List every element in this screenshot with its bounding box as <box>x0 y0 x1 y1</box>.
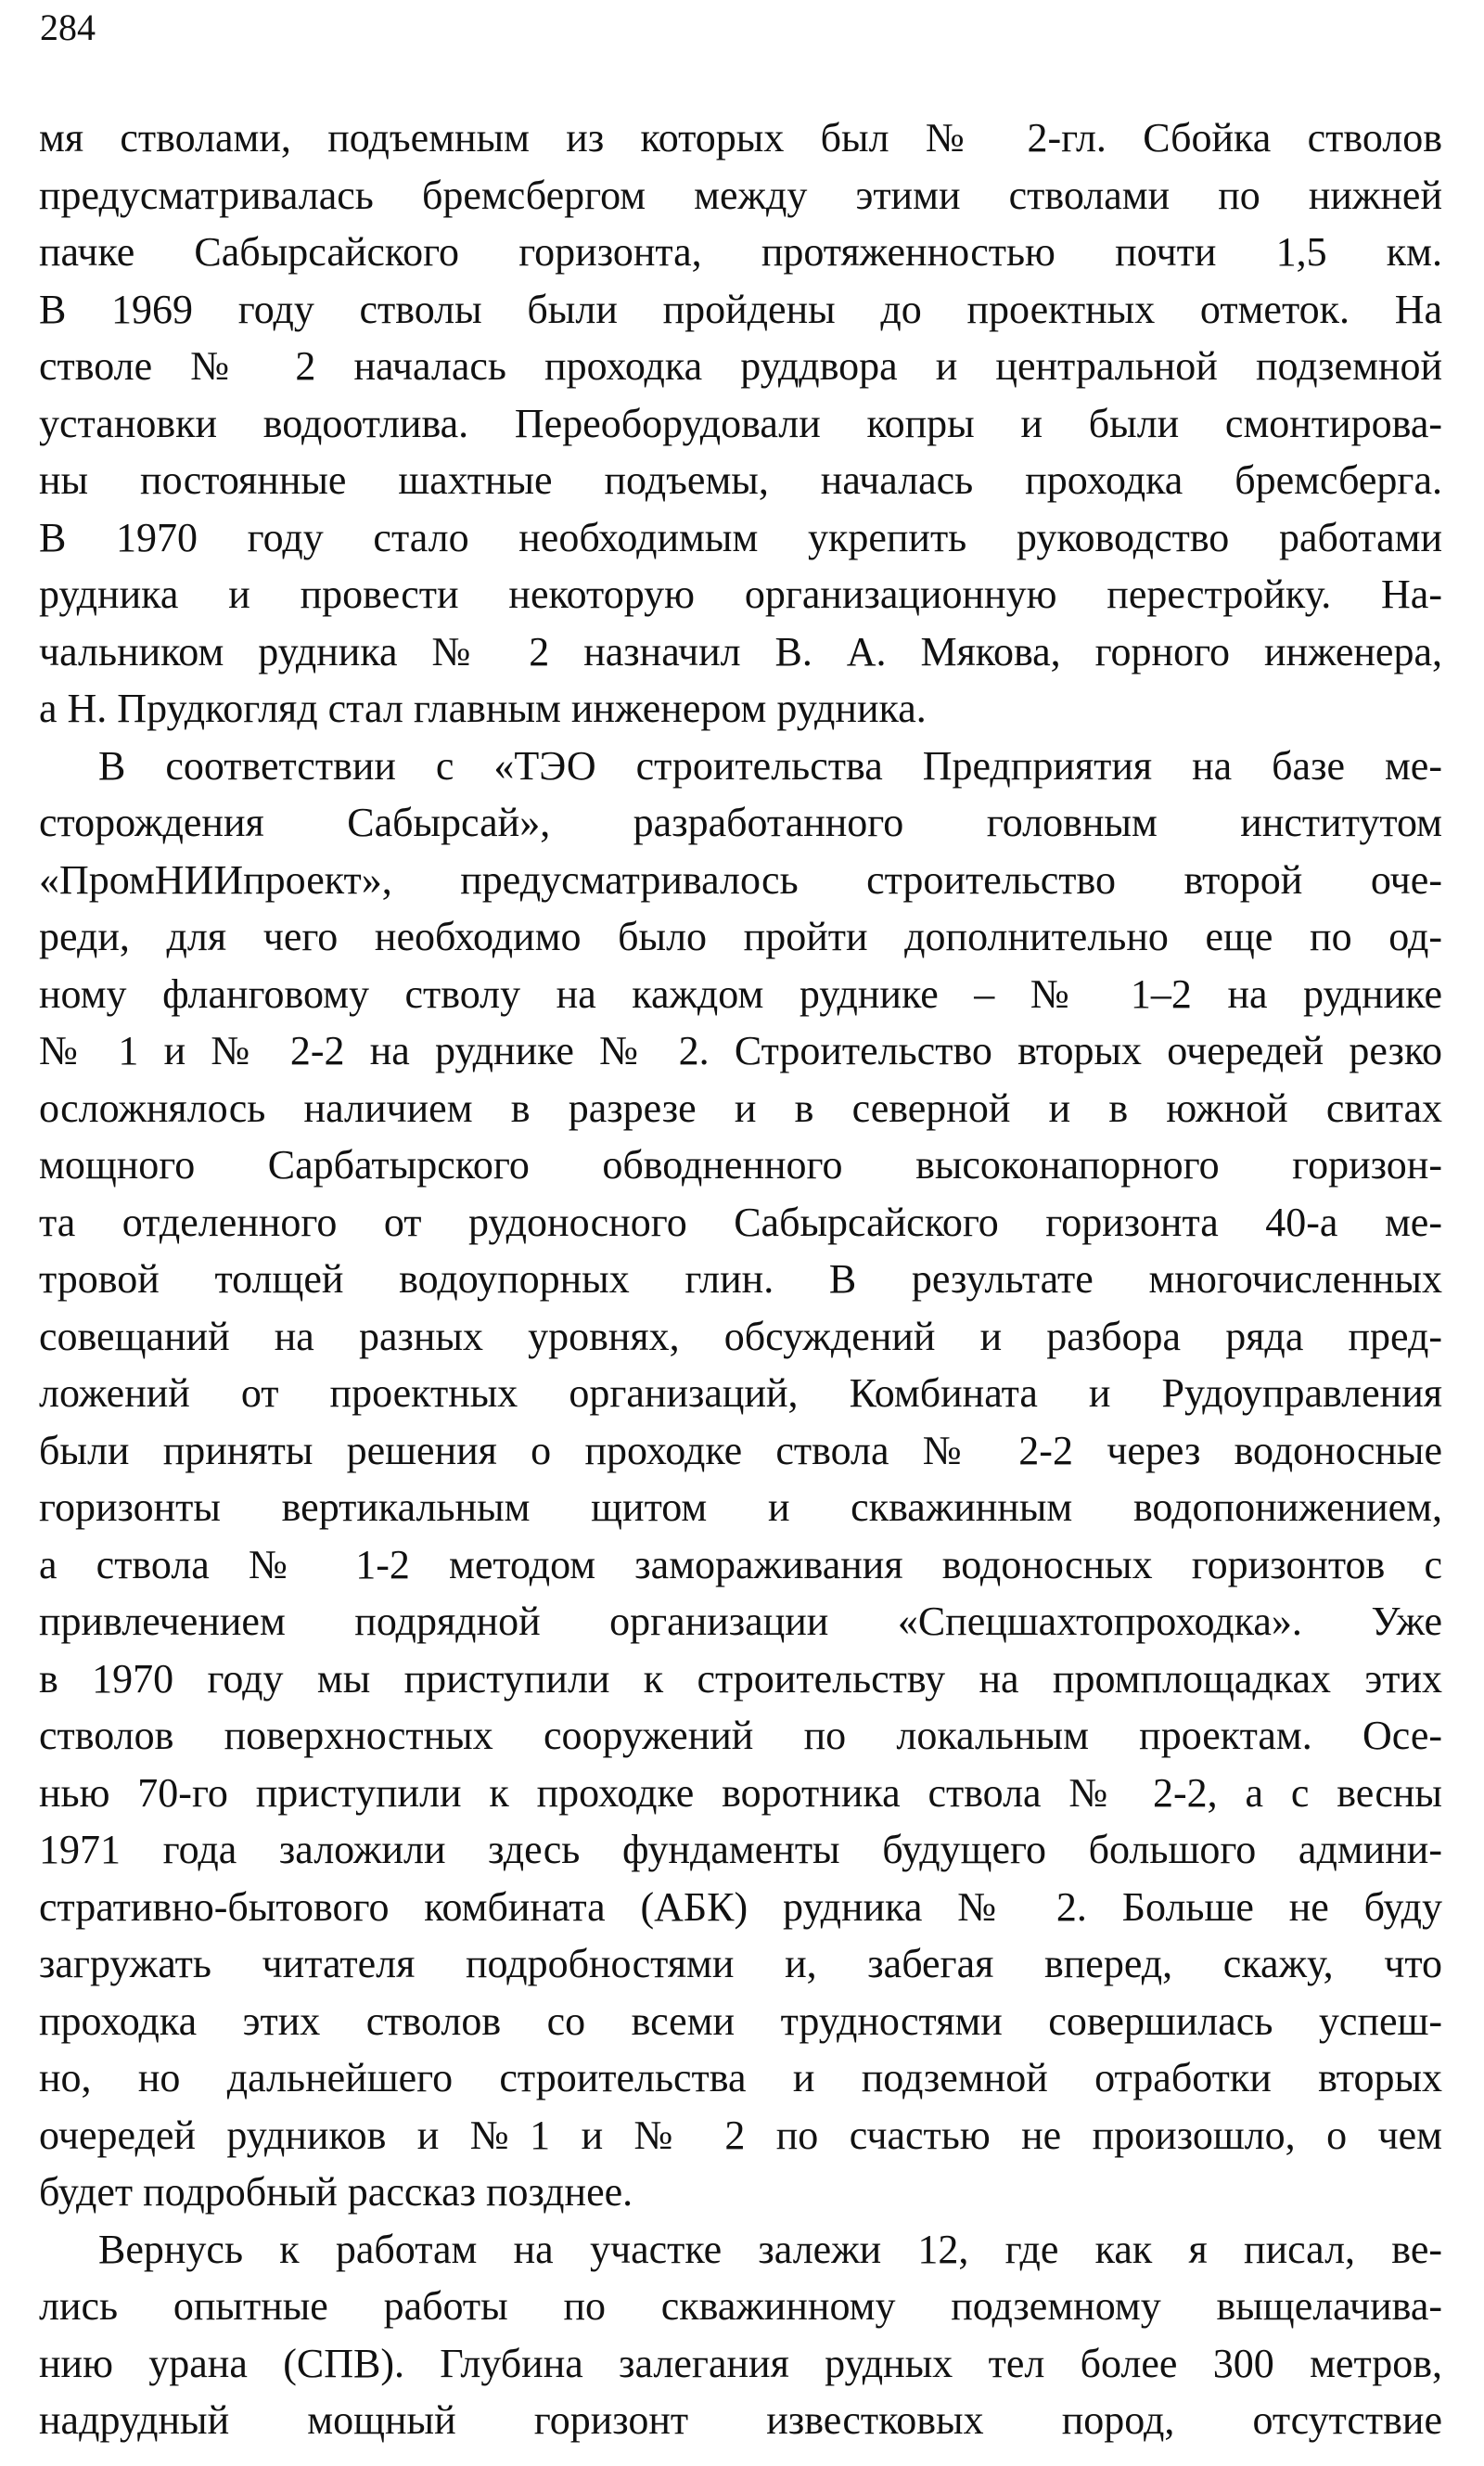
text-line: сторождения Сабырсай», разработанного головным институтом <box>39 800 1442 845</box>
text-line: стволов поверхностных сооружений по локальным проектам. Осе- <box>39 1713 1442 1758</box>
text-line: ному фланговому стволу на каждом руднике – № 1–2 на руднике <box>39 970 1442 1017</box>
text-line: В 1970 году стало необходимым укрепить руководство работами <box>39 514 1442 560</box>
text-line: чальником рудника № 2 назначил В. А. Мякова, горного инженера, <box>39 628 1442 674</box>
text-line: в 1970 году мы приступили к строительству на промплощадках этих <box>39 1655 1442 1702</box>
text-line: нию урана (СПВ). Глубина залегания рудных тел более 300 метров, <box>39 2340 1442 2386</box>
text-line: стративно-бытового комбината (АБК) рудника № 2. Больше не буду <box>39 1883 1442 1930</box>
text-line: 1971 года заложили здесь фундаменты будущего большого админи- <box>39 1827 1442 1872</box>
text-line: та отделенного от рудоносного Сабырсайского горизонта 40-а ме- <box>39 1199 1442 1245</box>
text-line: предусматривалась бремсбергом между этими стволами по нижней <box>39 172 1442 218</box>
text-line: установки водоотлива. Переоборудовали копры и были смонтирова- <box>39 400 1442 446</box>
text-line: реди, для чего необходимо было пройти дополнительно еще по од- <box>39 914 1442 959</box>
text-line: ны постоянные шахтные подъемы, началась проходка бремсберга. <box>39 457 1442 503</box>
text-line: стволе № 2 началась проходка руддвора и центральной подземной <box>39 343 1442 389</box>
text-line: проходка этих стволов со всеми трудностями совершилась успеш- <box>39 1997 1442 2044</box>
text-line: рудника и провести некоторую организационную перестройку. На- <box>39 572 1442 617</box>
text-line: пачке Сабырсайского горизонта, протяженностью почти 1,5 км. <box>39 229 1442 275</box>
text-line: привлечением подрядной организации «Спецшахтопроходка». Уже <box>39 1599 1442 1644</box>
body-text <box>39 109 1442 2449</box>
text-line: мощного Сарбатырского обводненного высоконапорного горизон- <box>39 1142 1442 1188</box>
text-line: нью 70-го приступили к проходке воротника ствола № 2-2, а с весны <box>39 1769 1442 1816</box>
text-line: будет подробный рассказ позднее. <box>39 2169 633 2215</box>
text-line: горизонты вертикальным щитом и скважинным водопонижением, <box>39 1484 1442 1530</box>
text-line: осложнялось наличием в разрезе и в северной и в южной свитах <box>39 1085 1442 1131</box>
page-number: 284 <box>40 6 96 48</box>
text-line: а Н. Прудкогляд стал главным инженером рудника. <box>39 686 927 731</box>
text-line: В соответствии с «ТЭО строительства Предприятия на базе ме- <box>98 742 1442 789</box>
text-line: были приняты решения о проходке ствола № 2-2 через водоносные <box>39 1427 1442 1473</box>
text-line: загружать читателя подробностями и, забегая вперед, скажу, что <box>39 1941 1442 1986</box>
text-line: надрудный мощный горизонт известковых пород, отсутствие <box>39 2397 1442 2443</box>
text-line: а ствола № 1-2 методом замораживания водоносных горизонтов с <box>39 1541 1442 1587</box>
text-line: очередей рудников и №1 и № 2 по счастью не произошло, о чем <box>39 2112 1442 2158</box>
text-line: «ПромНИИпроект», предусматривалось строительство второй оче- <box>39 856 1442 903</box>
text-line: № 1 и № 2-2 на руднике № 2. Строительство вторых очередей резко <box>39 1028 1442 1073</box>
text-line: тровой толщей водоупорных глин. В результате многочисленных <box>39 1256 1442 1302</box>
text-line: лись опытные работы по скважинному подземному выщелачива- <box>39 2283 1442 2329</box>
text-line: В 1969 году стволы были пройдены до проектных отметок. На <box>39 286 1442 332</box>
text-line: Вернусь к работам на участке залежи 12, где как я писал, ве- <box>98 2226 1442 2272</box>
text-line: ложений от проектных организаций, Комбината и Рудоуправления <box>39 1370 1442 1416</box>
text-line: мя стволами, подъемным из которых был № 2-гл. Сбойка стволов <box>39 115 1442 161</box>
text-line: совещаний на разных уровнях, обсуждений и разбора ряда пред- <box>39 1313 1442 1359</box>
text-line: но, но дальнейшего строительства и подземной отработки вторых <box>39 2055 1442 2100</box>
